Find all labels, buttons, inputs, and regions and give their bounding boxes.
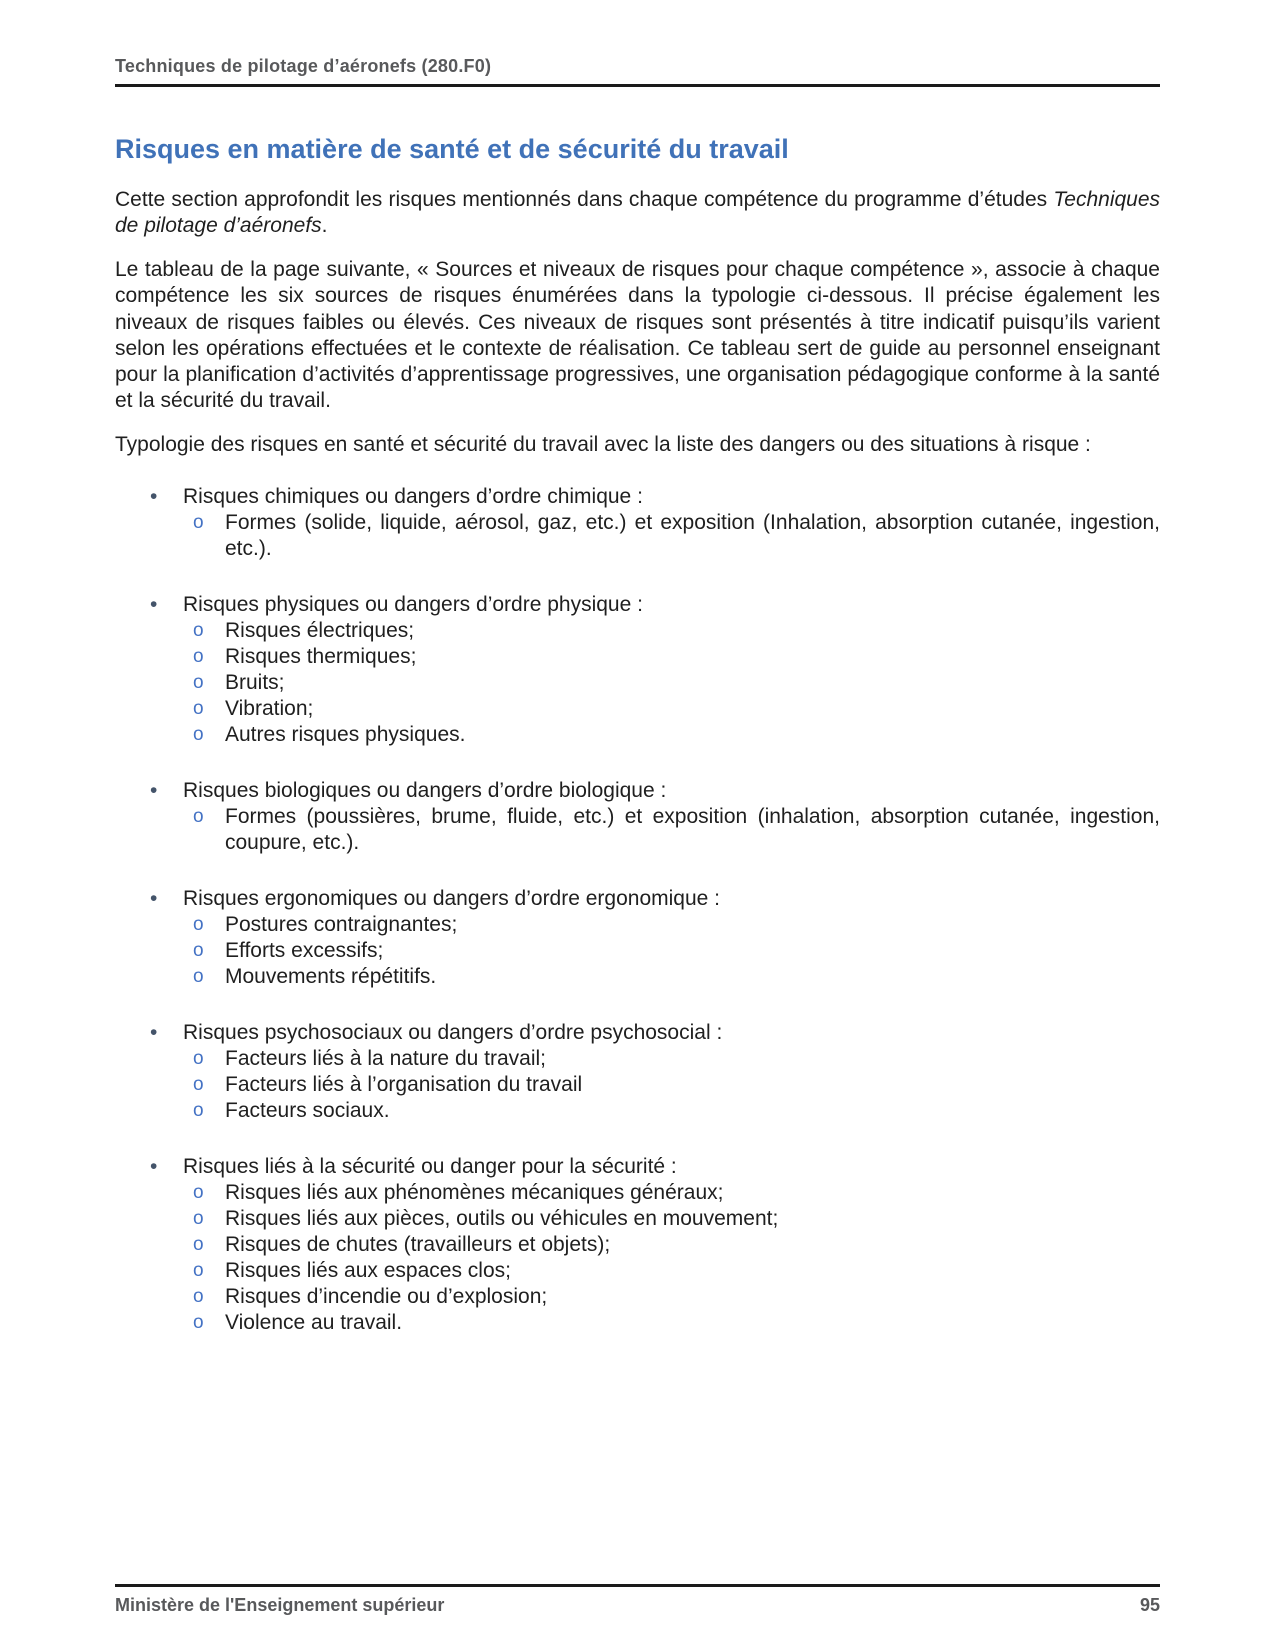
risk-sub-item (150, 644, 1160, 670)
circle-bullet-icon: o (193, 645, 204, 667)
bullet-icon: • (150, 484, 158, 508)
bullet-icon: • (150, 1021, 158, 1045)
risk-sub-item (150, 1206, 1160, 1232)
circle-bullet-icon: o (193, 511, 204, 533)
ministry-label: Ministère de l'Enseignement supérieur (115, 1595, 445, 1615)
circle-bullet-icon: o (193, 1182, 204, 1204)
circle-bullet-icon: o (193, 1234, 204, 1256)
circle-bullet-icon: o (193, 914, 204, 936)
intro-text: Cette section approfondit les risques mentionnés dans chaque compétence du programme d’études (115, 188, 1048, 212)
risk-sub-item (150, 696, 1160, 722)
page-header (115, 56, 1160, 87)
program-name-italic: Techniques de pilotage d’aéronefs (115, 188, 1160, 238)
risk-category (150, 1020, 1160, 1046)
risk-sub-item (150, 964, 1160, 990)
risk-sub-item-text: Postures contraignantes; (225, 913, 458, 937)
risk-category-label: Risques chimiques ou dangers d’ordre chimique : (183, 484, 643, 508)
page-number: 95 (1139, 1595, 1160, 1615)
risk-sub-item-text: Facteurs sociaux. (225, 1099, 390, 1123)
circle-bullet-icon: o (193, 1286, 204, 1308)
header-program-title: Techniques de pilotage d’aéronefs (280.F0) (115, 56, 492, 76)
risk-sub-item (150, 1046, 1160, 1072)
risk-sub-item (150, 912, 1160, 938)
risk-sub-item-text: Mouvements répétitifs. (225, 965, 437, 989)
circle-bullet-icon: o (193, 1100, 204, 1122)
risk-sub-item (150, 670, 1160, 696)
risk-sub-item-text: Risques d’incendie ou d’explosion; (225, 1285, 548, 1309)
risk-sub-item-text: Risques liés aux pièces, outils ou véhicules en mouvement; (225, 1207, 779, 1231)
intro-period: . (321, 214, 328, 238)
risk-sub-item-text: Facteurs liés à la nature du travail; (225, 1047, 546, 1071)
risk-sub-item-text: Risques liés aux espaces clos; (225, 1259, 511, 1283)
risk-sub-item-text: Formes (solide, liquide, aérosol, gaz, etc.) et exposition (Inhalation, absorption cutanée, ingestion, etc.). (225, 510, 1160, 560)
risk-sub-item-text: Vibration; (225, 696, 314, 720)
risk-list (115, 484, 1160, 1337)
risk-category-label: Risques ergonomiques ou dangers d’ordre ergonomique : (183, 887, 720, 911)
risk-sub-item-text: Risques électriques; (225, 618, 415, 642)
risk-sub-item (150, 1098, 1160, 1124)
section-title: Risques en matière de santé et de sécurité du travail (115, 134, 789, 164)
risk-sub-item-text: Violence au travail. (225, 1311, 403, 1335)
circle-bullet-icon: o (193, 723, 204, 745)
risk-sub-item-text: Risques thermiques; (225, 644, 417, 668)
risk-sub-item-text: Risques liés aux phénomènes mécaniques généraux; (225, 1181, 724, 1205)
bullet-icon: • (150, 778, 158, 802)
bullet-icon: • (150, 592, 158, 616)
risk-category (150, 886, 1160, 912)
risk-category (150, 778, 1160, 804)
risk-category (150, 1154, 1160, 1180)
risk-category (150, 592, 1160, 618)
bullet-icon: • (150, 1155, 158, 1179)
risk-category (150, 484, 1160, 510)
risk-sub-item (150, 804, 1160, 856)
risk-category-label: Risques psychosociaux ou dangers d’ordre psychosocial : (183, 1021, 723, 1045)
risk-sub-item-text: Formes (poussières, brume, fluide, etc.) et exposition (inhalation, absorption cutanée, ingestion, coupure, etc.). (225, 804, 1160, 855)
risk-group-ergonomic (150, 886, 1160, 990)
circle-bullet-icon: o (193, 1260, 204, 1282)
circle-bullet-icon: o (193, 1048, 204, 1070)
risk-group-physical (150, 592, 1160, 748)
risk-group-biological (150, 778, 1160, 856)
risk-sub-item (150, 1072, 1160, 1098)
circle-bullet-icon: o (193, 671, 204, 693)
risk-sub-item (150, 618, 1160, 644)
intro-paragraph (115, 187, 1160, 239)
risk-sub-item (150, 1232, 1160, 1258)
risk-group-safety (150, 1154, 1160, 1336)
circle-bullet-icon: o (193, 619, 204, 641)
circle-bullet-icon: o (193, 697, 204, 719)
risk-category-label: Risques liés à la sécurité ou danger pour la sécurité : (183, 1155, 677, 1179)
risk-group-chemical (150, 484, 1160, 562)
typology-intro: Typologie des risques en santé et sécurité du travail avec la liste des dangers ou des situations à risque : (115, 432, 1091, 456)
circle-bullet-icon: o (193, 940, 204, 962)
risk-sub-item-text: Autres risques physiques. (225, 722, 466, 746)
risk-sub-item (150, 722, 1160, 748)
page-body (115, 87, 1160, 1584)
risk-sub-item (150, 938, 1160, 964)
risk-sub-item (150, 1180, 1160, 1206)
risk-sub-item-text: Facteurs liés à l’organisation du travail (225, 1073, 583, 1097)
circle-bullet-icon: o (193, 1074, 204, 1096)
table-paragraph: Le tableau de la page suivante, « Sources et niveaux de risques pour chaque compétence », associe à chaque compétence les six sources de risques énumérées dans la typologie ci-dessous. Il précise également les niveaux de risques faibles ou élevés. Ces niveaux de risques sont présentés à titre indicatif puisqu’ils varient selon les opérations effectuées et le contexte de réalisation. Ce tableau sert de guide au personnel enseignant pour la planification d’activités d’apprentissage progressives, une organisation pédagogique conforme à la santé et la sécurité du travail. (115, 258, 1160, 412)
risk-sub-item (150, 510, 1160, 562)
circle-bullet-icon: o (193, 966, 204, 988)
circle-bullet-icon: o (193, 1208, 204, 1230)
page-footer (115, 1584, 1160, 1616)
risk-sub-item-text: Efforts excessifs; (225, 939, 384, 963)
risk-sub-item (150, 1284, 1160, 1310)
bullet-icon: • (150, 887, 158, 911)
circle-bullet-icon: o (193, 805, 204, 827)
risk-sub-item (150, 1310, 1160, 1336)
circle-bullet-icon: o (193, 1312, 204, 1334)
risk-category-label: Risques biologiques ou dangers d’ordre biologique : (183, 778, 667, 802)
risk-sub-item-text: Bruits; (225, 670, 285, 694)
risk-category-label: Risques physiques ou dangers d’ordre physique : (183, 592, 643, 616)
risk-group-psychosocial (150, 1020, 1160, 1124)
risk-sub-item (150, 1258, 1160, 1284)
risk-sub-item-text: Risques de chutes (travailleurs et objets); (225, 1233, 611, 1257)
